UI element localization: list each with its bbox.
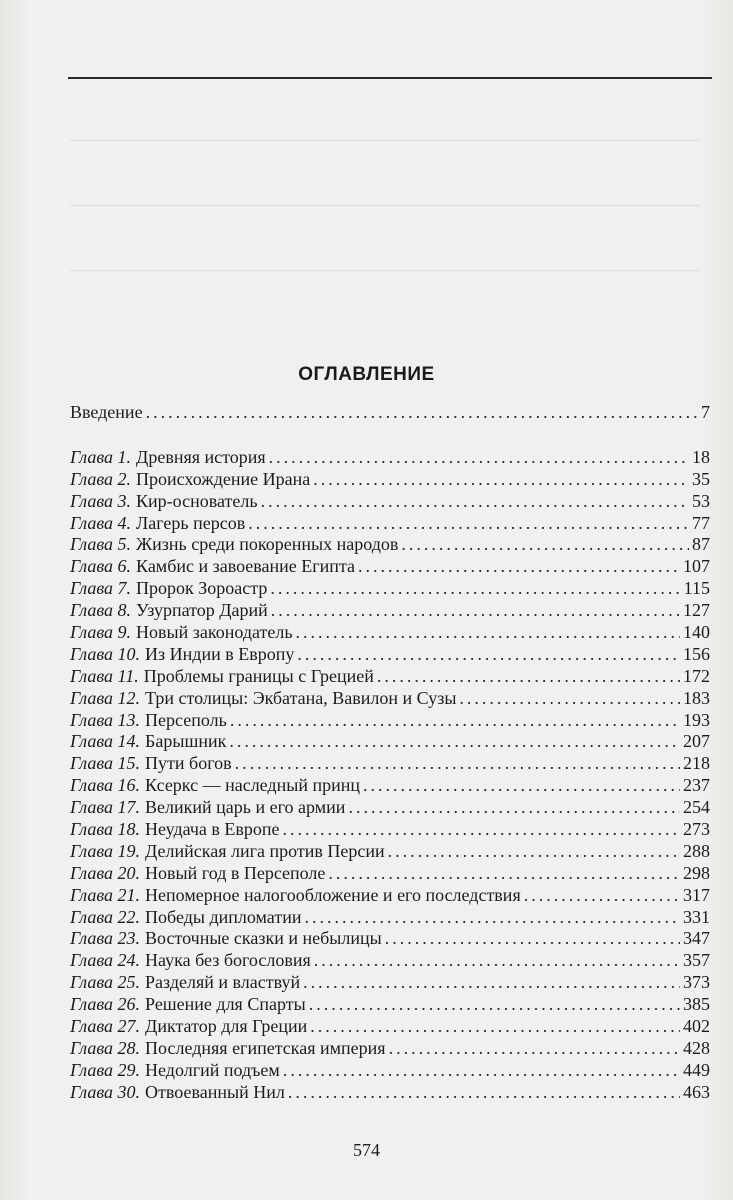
toc-entry-title: Происхождение Ирана bbox=[136, 468, 311, 489]
toc-heading: ОГЛАВЛЕНИЕ bbox=[298, 364, 435, 385]
toc-entry-title: Новый законодатель bbox=[136, 622, 293, 643]
toc-entry-title: Наука без богословия bbox=[145, 950, 311, 971]
toc-entry bbox=[70, 666, 710, 688]
toc-entry bbox=[70, 578, 710, 600]
toc-entry-title: Введение bbox=[70, 402, 143, 422]
toc-entry bbox=[70, 950, 710, 972]
toc-entry-title: Диктатор для Греции bbox=[145, 1016, 308, 1037]
toc-entry-page: 385 bbox=[683, 994, 710, 1015]
toc-entry-title: Узурпатор Дарий bbox=[136, 600, 268, 621]
toc-entry bbox=[70, 907, 710, 929]
toc-entry-page: 428 bbox=[683, 1037, 710, 1058]
toc-entry-title: Восточные сказки и небылицы bbox=[145, 928, 382, 949]
table-of-contents bbox=[70, 402, 710, 1104]
dot-leader bbox=[310, 1016, 680, 1038]
toc-entry-title: Три столицы: Экбатана, Вавилон и Сузы bbox=[145, 687, 457, 708]
toc-entry bbox=[70, 447, 710, 469]
toc-entry bbox=[70, 797, 710, 819]
toc-entry-page: 193 bbox=[683, 709, 710, 730]
toc-entry-label: Глава 5. bbox=[70, 534, 132, 555]
show-through-line bbox=[70, 205, 700, 206]
dot-leader bbox=[348, 797, 680, 819]
toc-entry-label: Глава 15. bbox=[70, 753, 141, 774]
toc-entry-title: Пути богов bbox=[145, 753, 232, 774]
toc-entry-title: Неудача в Европе bbox=[145, 819, 280, 840]
toc-entry-title: Камбис и завоевание Египта bbox=[136, 556, 356, 577]
dot-leader bbox=[229, 731, 680, 753]
show-through-line bbox=[70, 270, 700, 271]
dot-leader bbox=[269, 447, 689, 469]
toc-entry-label: Глава 18. bbox=[70, 819, 141, 840]
toc-entry bbox=[70, 513, 710, 535]
toc-entry bbox=[70, 600, 710, 622]
toc-entry-label: Глава 24. bbox=[70, 950, 141, 971]
toc-entry-label: Глава 26. bbox=[70, 994, 141, 1015]
toc-entry-label: Глава 29. bbox=[70, 1059, 141, 1080]
dot-leader bbox=[271, 600, 680, 622]
toc-entry-page: 218 bbox=[683, 753, 710, 774]
toc-entry-page: 254 bbox=[683, 797, 710, 818]
toc-entry bbox=[70, 469, 710, 491]
toc-entry-title: Персеполь bbox=[145, 709, 227, 730]
toc-entry-page: 35 bbox=[692, 468, 710, 489]
toc-entry-page: 357 bbox=[683, 950, 710, 971]
toc-entry bbox=[70, 556, 710, 578]
toc-entry-title: Разделяй и властвуй bbox=[145, 972, 301, 993]
dot-leader bbox=[388, 841, 680, 863]
toc-entry-page: 402 bbox=[683, 1016, 710, 1037]
toc-entry-page: 183 bbox=[683, 687, 710, 708]
toc-entry-label: Глава 3. bbox=[70, 490, 132, 511]
toc-entry-page: 115 bbox=[683, 578, 710, 599]
toc-entry-label: Глава 21. bbox=[70, 884, 141, 905]
toc-entry-page: 207 bbox=[683, 731, 710, 752]
toc-entry-label: Глава 9. bbox=[70, 622, 132, 643]
toc-entry-label: Глава 12. bbox=[70, 687, 141, 708]
toc-entry-label: Глава 23. bbox=[70, 928, 141, 949]
toc-entry bbox=[70, 775, 710, 797]
toc-entry bbox=[70, 841, 710, 863]
dot-leader bbox=[459, 688, 680, 710]
toc-entry-page: 237 bbox=[683, 775, 710, 796]
show-through-line bbox=[70, 140, 700, 141]
toc-entry bbox=[70, 1038, 710, 1060]
toc-entry bbox=[70, 819, 710, 841]
toc-entry-page: 463 bbox=[683, 1081, 710, 1102]
dot-leader bbox=[303, 972, 680, 994]
dot-leader bbox=[261, 491, 689, 513]
toc-entry bbox=[70, 534, 710, 556]
toc-entry-page: 172 bbox=[683, 665, 710, 686]
toc-entry-label: Глава 6. bbox=[70, 556, 132, 577]
toc-entry-label: Глава 4. bbox=[70, 512, 132, 533]
toc-entry bbox=[70, 731, 710, 753]
toc-entry bbox=[70, 491, 710, 513]
toc-entry-title: Из Индии в Европу bbox=[145, 643, 295, 664]
toc-entry-title: Проблемы границы с Грецией bbox=[143, 665, 374, 686]
toc-entry bbox=[70, 710, 710, 732]
toc-entry-title: Ксеркс — наследный принц bbox=[145, 775, 360, 796]
toc-entry-label: Глава 13. bbox=[70, 709, 141, 730]
toc-entry-intro bbox=[70, 402, 710, 424]
dot-leader bbox=[363, 775, 680, 797]
toc-entry-label: Глава 28. bbox=[70, 1037, 141, 1058]
toc-entry-label: Глава 7. bbox=[70, 578, 132, 599]
toc-entry bbox=[70, 1082, 710, 1104]
toc-entry-title: Непомерное налогообложение и его последствия bbox=[145, 884, 521, 905]
toc-entry bbox=[70, 928, 710, 950]
toc-entry-title: Лагерь персов bbox=[136, 512, 246, 533]
dot-leader bbox=[296, 622, 680, 644]
dot-leader bbox=[309, 994, 680, 1016]
toc-entry-label: Глава 20. bbox=[70, 862, 141, 883]
dot-leader bbox=[288, 1082, 680, 1104]
toc-entry-title: Отвоеванный Нил bbox=[145, 1081, 285, 1102]
toc-entry-page: 140 bbox=[683, 622, 710, 643]
toc-entry bbox=[70, 1016, 710, 1038]
toc-entry-label: Глава 8. bbox=[70, 600, 132, 621]
dot-leader bbox=[385, 928, 680, 950]
toc-entry-label: Глава 16. bbox=[70, 775, 141, 796]
toc-entry-title: Барышник bbox=[145, 731, 227, 752]
toc-entry bbox=[70, 753, 710, 775]
toc-entry-title: Древняя история bbox=[136, 446, 266, 467]
dot-leader bbox=[283, 1060, 680, 1082]
toc-entry-label: Глава 10. bbox=[70, 643, 141, 664]
toc-entry-label: Глава 14. bbox=[70, 731, 141, 752]
toc-entry-page: 347 bbox=[683, 928, 710, 949]
dot-leader bbox=[283, 819, 680, 841]
dot-leader bbox=[313, 469, 689, 491]
toc-entry-page: 298 bbox=[683, 862, 710, 883]
dot-leader bbox=[270, 578, 680, 600]
dot-leader bbox=[248, 513, 689, 535]
toc-entry-title: Жизнь среди покоренных народов bbox=[136, 534, 399, 555]
chapter-list bbox=[70, 447, 710, 1104]
toc-entry-title: Последняя египетская империя bbox=[145, 1037, 386, 1058]
toc-entry bbox=[70, 1060, 710, 1082]
dot-leader bbox=[304, 907, 680, 929]
toc-entry bbox=[70, 622, 710, 644]
toc-entry-title: Новый год в Персеполе bbox=[145, 862, 326, 883]
toc-entry-page: 127 bbox=[683, 600, 710, 621]
toc-entry bbox=[70, 688, 710, 710]
toc-entry bbox=[70, 972, 710, 994]
toc-entry-page: 156 bbox=[683, 643, 710, 664]
dot-leader bbox=[235, 753, 680, 775]
toc-entry-label: Глава 22. bbox=[70, 906, 141, 927]
header-rule bbox=[68, 77, 712, 79]
toc-entry-label: Глава 17. bbox=[70, 797, 141, 818]
toc-entry-label: Глава 2. bbox=[70, 468, 132, 489]
toc-entry-title: Победы дипломатии bbox=[145, 906, 302, 927]
toc-entry-page: 273 bbox=[683, 819, 710, 840]
dot-leader bbox=[389, 1038, 680, 1060]
page-number: 574 bbox=[353, 1140, 380, 1160]
toc-entry-title: Пророк Зороастр bbox=[136, 578, 268, 599]
toc-entry bbox=[70, 644, 710, 666]
toc-entry-page: 7 bbox=[701, 402, 710, 422]
toc-entry bbox=[70, 994, 710, 1016]
dot-leader bbox=[401, 534, 689, 556]
dot-leader bbox=[146, 402, 698, 424]
toc-entry-page: 107 bbox=[683, 556, 710, 577]
dot-leader bbox=[377, 666, 680, 688]
toc-entry-label: Глава 25. bbox=[70, 972, 141, 993]
dot-leader bbox=[358, 556, 680, 578]
toc-entry-page: 317 bbox=[683, 884, 710, 905]
toc-entry-label: Глава 27. bbox=[70, 1016, 141, 1037]
dot-leader bbox=[230, 710, 680, 732]
toc-entry bbox=[70, 863, 710, 885]
toc-entry-page: 77 bbox=[692, 512, 710, 533]
toc-entry-title: Делийская лига против Персии bbox=[145, 840, 385, 861]
toc-entry-label: Глава 19. bbox=[70, 840, 141, 861]
toc-entry-page: 53 bbox=[692, 490, 710, 511]
toc-entry-label: Глава 1. bbox=[70, 446, 132, 467]
dot-leader bbox=[328, 863, 680, 885]
toc-entry bbox=[70, 885, 710, 907]
toc-entry-page: 449 bbox=[683, 1059, 710, 1080]
toc-entry-title: Великий царь и его армии bbox=[145, 797, 346, 818]
toc-entry-label: Глава 11. bbox=[70, 665, 139, 686]
toc-entry-label: Глава 30. bbox=[70, 1081, 141, 1102]
toc-entry-page: 331 bbox=[683, 906, 710, 927]
toc-entry-title: Решение для Спарты bbox=[145, 994, 306, 1015]
toc-entry-title: Недолгий подъем bbox=[145, 1059, 280, 1080]
toc-entry-title: Кир-основатель bbox=[136, 490, 258, 511]
dot-leader bbox=[314, 950, 680, 972]
toc-entry-page: 288 bbox=[683, 840, 710, 861]
dot-leader bbox=[524, 885, 680, 907]
toc-entry-page: 373 bbox=[683, 972, 710, 993]
toc-entry-page: 87 bbox=[692, 534, 710, 555]
toc-entry-page: 18 bbox=[692, 446, 710, 467]
dot-leader bbox=[297, 644, 680, 666]
